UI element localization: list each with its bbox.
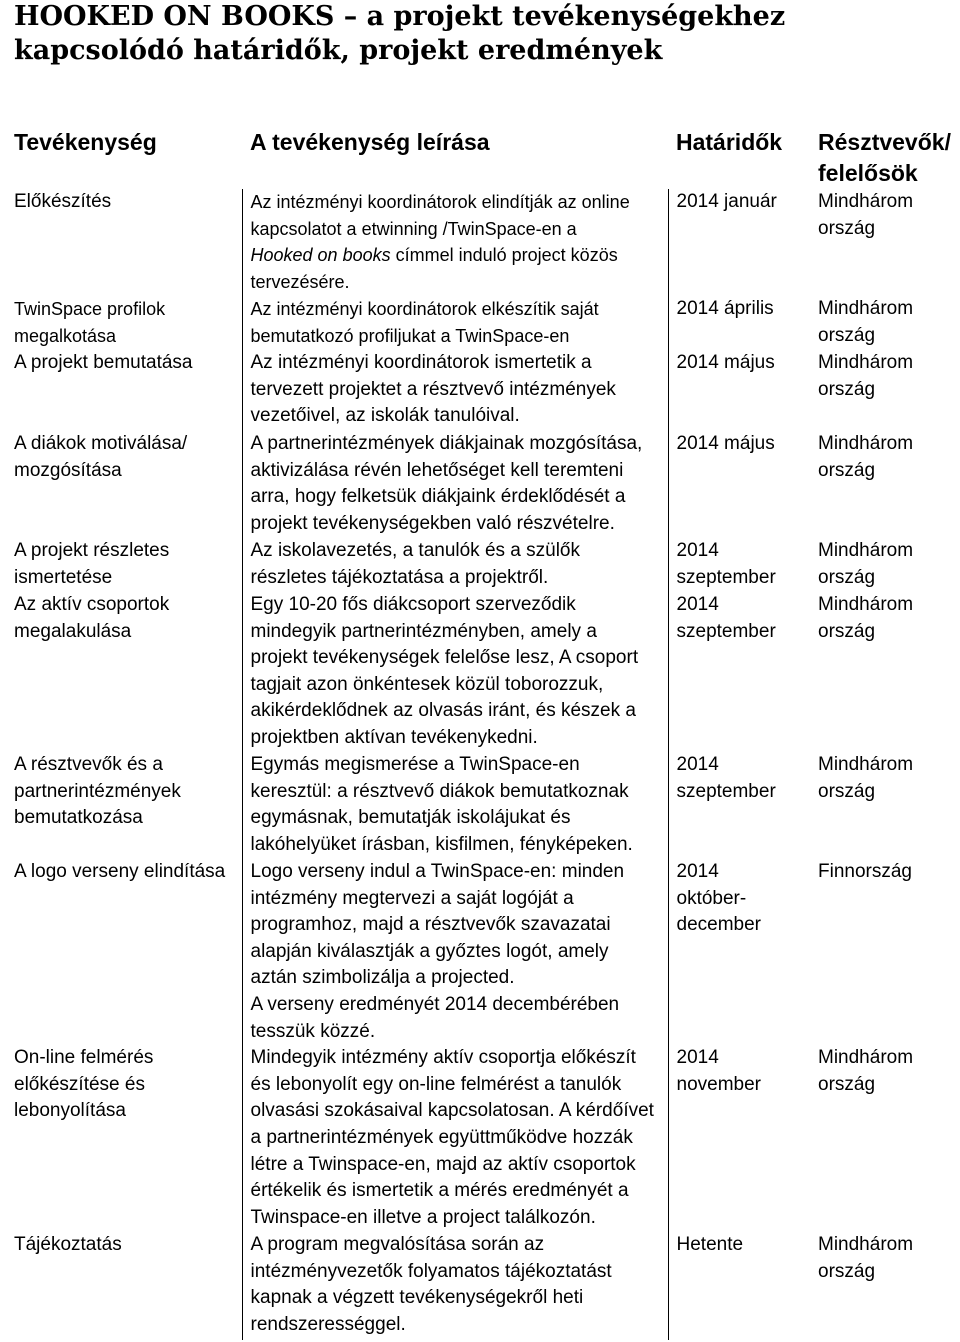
- deadline-cell: Hetente: [676, 1234, 744, 1256]
- deadline-cell: 2014 április: [676, 298, 774, 319]
- deadline-cell: 2014 szeptember: [676, 594, 776, 642]
- participants-cell: Mindhárom ország: [818, 594, 914, 642]
- activity-cell: A projekt részletes ismertetése: [14, 540, 170, 588]
- description-cell: Mindegyik intézmény aktív csoportja előkészít és lebonyolít egy on-line felmérést a tanulók olvasási szokásaival kapcsolatosan. A kérdőívet a partnerintézmények együttműködve hozzák létre a Twinspace-en, majd az aktív csoportok értékelik és ismertetik a mérés eredményét a Twinspace-en illetve a project találkozón.: [242, 1045, 668, 1232]
- header-participants: Résztvevők/ felelősök: [818, 129, 951, 186]
- activity-cell: A logo verseny elindítása: [14, 861, 226, 882]
- italic-title: Hooked on books: [250, 245, 391, 266]
- description-cell: Egy 10-20 fős diákcsoport szerveződik mindegyik partnerintézményben, amely a projekt tevékenységek felelőse lesz, A csoport tagjait azon önkéntesek közül toborozzuk, akikérdeklődnek az olvasás iránt, és készek a projektben aktívan tevékenykedni.: [242, 592, 668, 752]
- activity-cell: A résztvevők és a partnerintézmények bemutatkozása: [14, 754, 181, 829]
- description-cell: A program megvalósítása során az intézményvezetők folyamatos tájékoztatást kapnak a végzett tevékenységekről heti rendszerességgel.: [242, 1232, 668, 1340]
- participants-cell: Mindhárom ország: [818, 754, 914, 802]
- activity-cell: Tájékoztatás: [14, 1234, 122, 1256]
- table-row: [6, 431, 956, 538]
- activity-cell: On-line felmérés előkészítése és lebonyolítása: [14, 1047, 154, 1122]
- table-row: [6, 296, 956, 350]
- deadline-cell: 2014 október- december: [676, 861, 761, 936]
- participants-cell: Mindhárom ország: [818, 433, 914, 481]
- description-cell: Logo verseny indul a TwinSpace-en: minden intézmény megtervezi a saját logóját a programhoz, majd a résztvevők szavazatai alapján kiválasztják a győztes logót, amely aztán szimbolizálja a projected. A verseny eredményét 2014 decembérében tesszük közzé.: [242, 859, 668, 1045]
- deadline-cell: 2014 szeptember: [676, 754, 776, 802]
- table-header-row: [6, 124, 956, 189]
- header-activity: Tevékenység: [14, 129, 157, 155]
- deadline-cell: 2014 május: [676, 433, 775, 454]
- table-row: [6, 592, 956, 752]
- table-row: [6, 350, 956, 431]
- table-row: [6, 189, 956, 296]
- participants-cell: Mindhárom ország: [818, 298, 914, 346]
- activity-cell: TwinSpace profilok megalkotása: [14, 299, 166, 346]
- table-row: [6, 752, 956, 859]
- header-description: A tevékenység leírása: [250, 129, 490, 155]
- deadline-cell: 2014 szeptember: [676, 540, 776, 588]
- header-deadline: Határidők: [676, 129, 783, 155]
- document-title: HOOKED ON BOOKS – a projekt tevékenységekhez kapcsolódó határidők, projekt eredmények: [14, 1, 786, 66]
- activity-cell: Előkészítés: [14, 191, 112, 212]
- participants-cell: Mindhárom ország: [818, 191, 914, 239]
- activity-cell: A projekt bemutatása: [14, 352, 193, 373]
- table-row: [6, 1232, 956, 1340]
- description-cell: Az intézményi koordinátorok ismertetik a tervezett projektet a résztvevő intézmények vezetőivel, az iskolák tanulóival.: [242, 350, 668, 431]
- table-row: [6, 859, 956, 1045]
- activity-cell: Az aktív csoportok megalakulása: [14, 594, 170, 642]
- table-row: [6, 538, 956, 592]
- description-cell: A partnerintézmények diákjainak mozgósítása, aktivizálása révén lehetőséget kell teremteni arra, hogy felketsük diákjaink érdeklődését a projekt tevékenységekben való részvételre.: [242, 431, 668, 538]
- participants-cell: Mindhárom ország: [818, 352, 914, 400]
- deadline-cell: 2014 január: [676, 191, 777, 212]
- participants-cell: Mindhárom ország: [818, 1047, 914, 1095]
- description-cell: Az intézményi koordinátorok elindítják az online kapcsolatot a etwinning /TwinSpace-en a Hooked on books címmel induló project közös tervezésére.: [242, 189, 668, 296]
- activity-cell: A diákok motiválása/ mozgósítása: [14, 433, 188, 481]
- activity-table: [6, 124, 957, 1340]
- table-row: [6, 1045, 956, 1232]
- deadline-cell: 2014 november: [676, 1047, 761, 1095]
- participants-cell: Mindhárom ország: [818, 1234, 914, 1282]
- participants-cell: Mindhárom ország: [818, 540, 914, 588]
- description-cell: Az intézményi koordinátorok elkészítik saját bemutatkozó profiljukat a TwinSpace-en: [242, 296, 668, 350]
- participants-cell: Finnország: [818, 861, 912, 882]
- description-cell: Az iskolavezetés, a tanulók és a szülők részletes tájékoztatása a projektről.: [242, 538, 668, 592]
- deadline-cell: 2014 május: [676, 352, 775, 373]
- description-cell: Egymás megismerése a TwinSpace-en keresztül: a résztvevő diákok bemutatkoznak egymásnak, bemutatják iskolájukat és lakóhelyüket írásban, kisfilmen, fényképeken.: [242, 752, 668, 859]
